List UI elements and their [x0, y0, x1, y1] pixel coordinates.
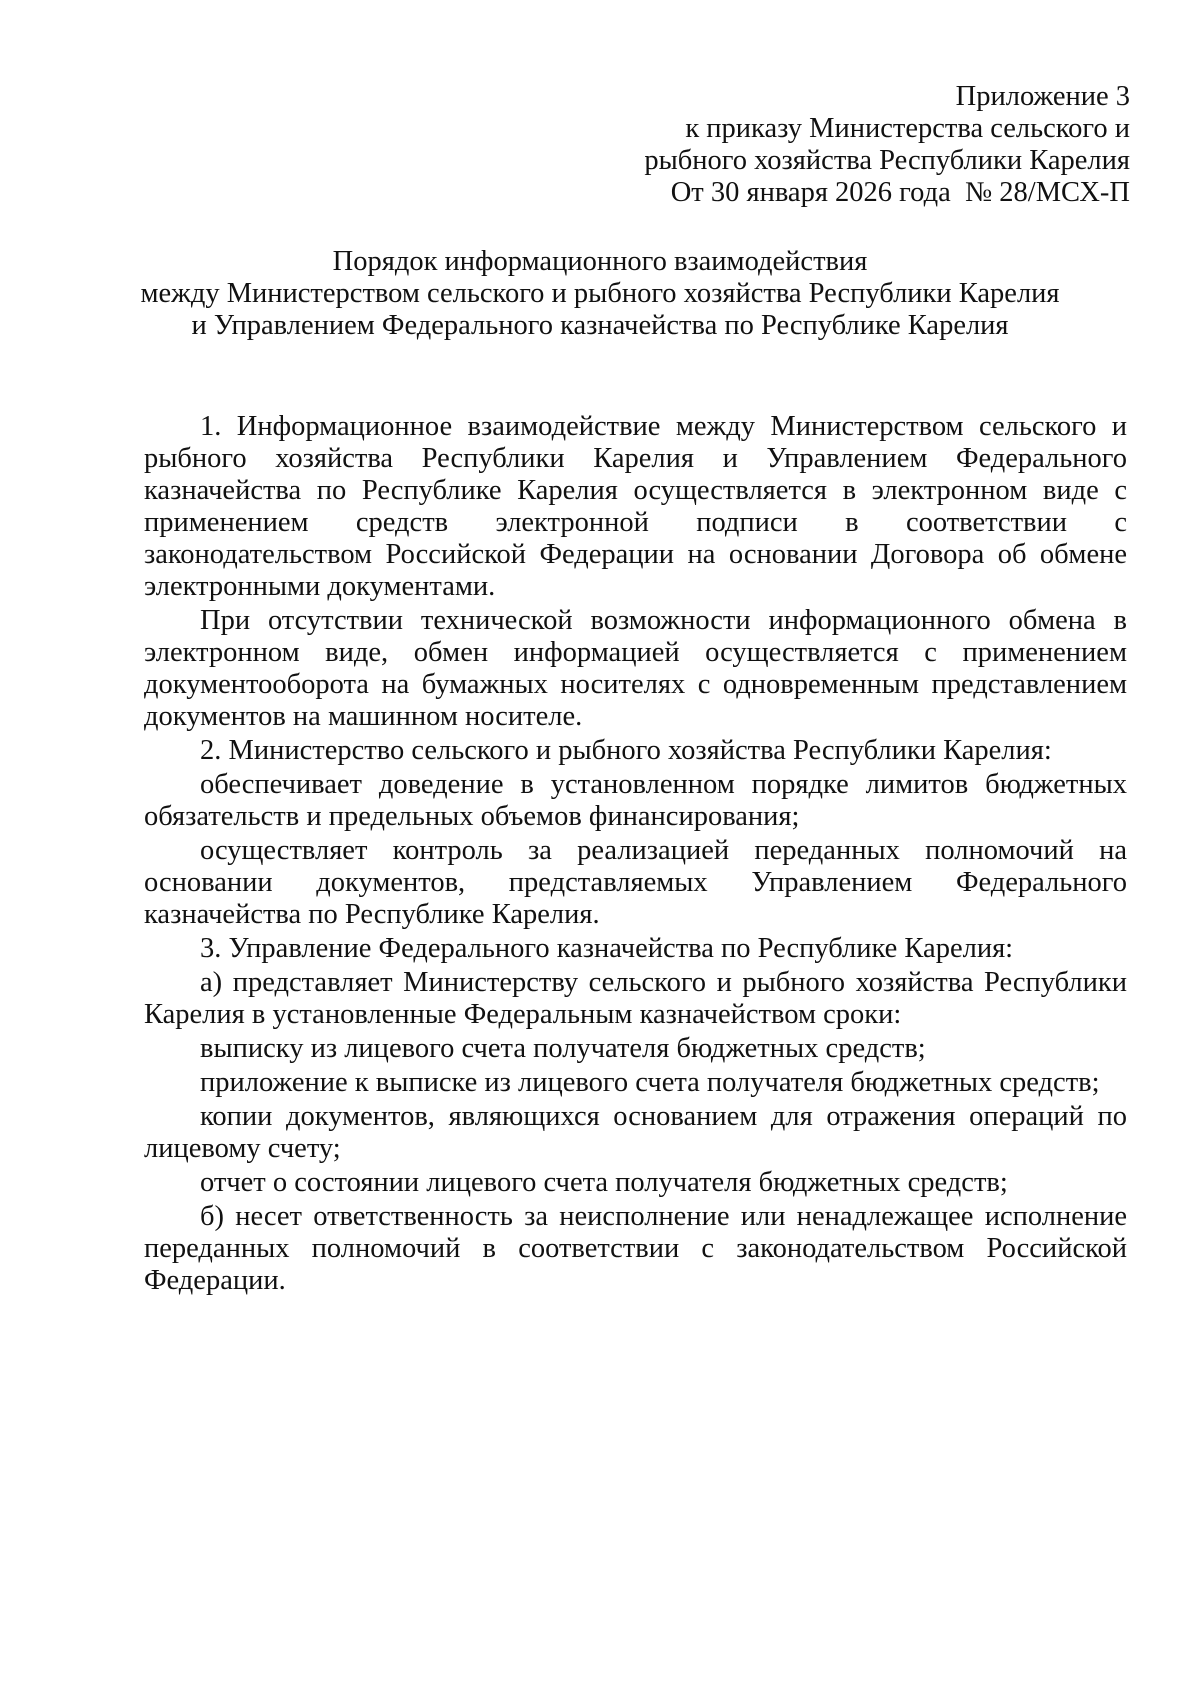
- body-line: электронном виде, обмен информацией осуществляется с применением: [144, 637, 1127, 668]
- body-line: Федерации.: [144, 1265, 286, 1296]
- body-line: лицевому счету;: [144, 1133, 341, 1164]
- body-line: Карелия в установленные Федеральным казначейством сроки:: [144, 999, 902, 1030]
- body-line: электронными документами.: [144, 571, 496, 602]
- body-line: казначейства по Республике Карелия осуществляется в электронном виде с: [144, 475, 1127, 506]
- header-appendix-number: Приложение 3: [955, 81, 1130, 112]
- body-line: осуществляет контроль за реализацией переданных полномочий на: [200, 835, 1127, 866]
- header-order-date-number: От 30 января 2026 года № 28/МСХ-П: [670, 177, 1130, 208]
- list-item: выписку из лицевого счета получателя бюджетных средств;: [200, 1033, 926, 1064]
- body-line: При отсутствии технической возможности информационного обмена в: [200, 605, 1127, 636]
- document-title-line: между Министерством сельского и рыбного хозяйства Республики Карелия: [140, 278, 1060, 309]
- list-item: копии документов, являющихся основанием для отражения операций по: [200, 1101, 1127, 1132]
- body-line: рыбного хозяйства Республики Карелия и Управлением Федерального: [144, 443, 1127, 474]
- body-line: документов на машинном носителе.: [144, 701, 583, 732]
- body-line: документооборота на бумажных носителях с одновременным представлением: [144, 669, 1127, 700]
- section-heading: 2. Министерство сельского и рыбного хозяйства Республики Карелия:: [200, 735, 1052, 766]
- body-line: переданных полномочий в соответствии с законодательством Российской: [144, 1233, 1127, 1264]
- list-item: отчет о состоянии лицевого счета получателя бюджетных средств;: [200, 1167, 1008, 1198]
- header-order-reference: к приказу Министерства сельского и: [685, 113, 1130, 144]
- body-line: обязательств и предельных объемов финансирования;: [144, 801, 800, 832]
- body-line: законодательством Российской Федерации на основании Договора об обмене: [144, 539, 1127, 570]
- document-title-line: и Управлением Федерального казначейства по Республике Карелия: [191, 310, 1009, 341]
- body-line: основании документов, представляемых Управлением Федерального: [144, 867, 1127, 898]
- body-line: обеспечивает доведение в установленном порядке лимитов бюджетных: [200, 769, 1127, 800]
- body-line: 1. Информационное взаимодействие между Министерством сельского и: [200, 411, 1127, 442]
- document-title-line: Порядок информационного взаимодействия: [332, 246, 868, 277]
- body-line: применением средств электронной подписи в соответствии с: [144, 507, 1127, 538]
- section-heading: 3. Управление Федерального казначейства по Республике Карелия:: [200, 933, 1014, 964]
- body-line: б) несет ответственность за неисполнение или ненадлежащее исполнение: [200, 1201, 1127, 1232]
- body-line: казначейства по Республике Карелия.: [144, 899, 600, 930]
- body-line: а) представляет Министерству сельского и рыбного хозяйства Республики: [200, 967, 1127, 998]
- list-item: приложение к выписке из лицевого счета получателя бюджетных средств;: [200, 1067, 1100, 1098]
- header-ministry-name: рыбного хозяйства Республики Карелия: [644, 145, 1130, 176]
